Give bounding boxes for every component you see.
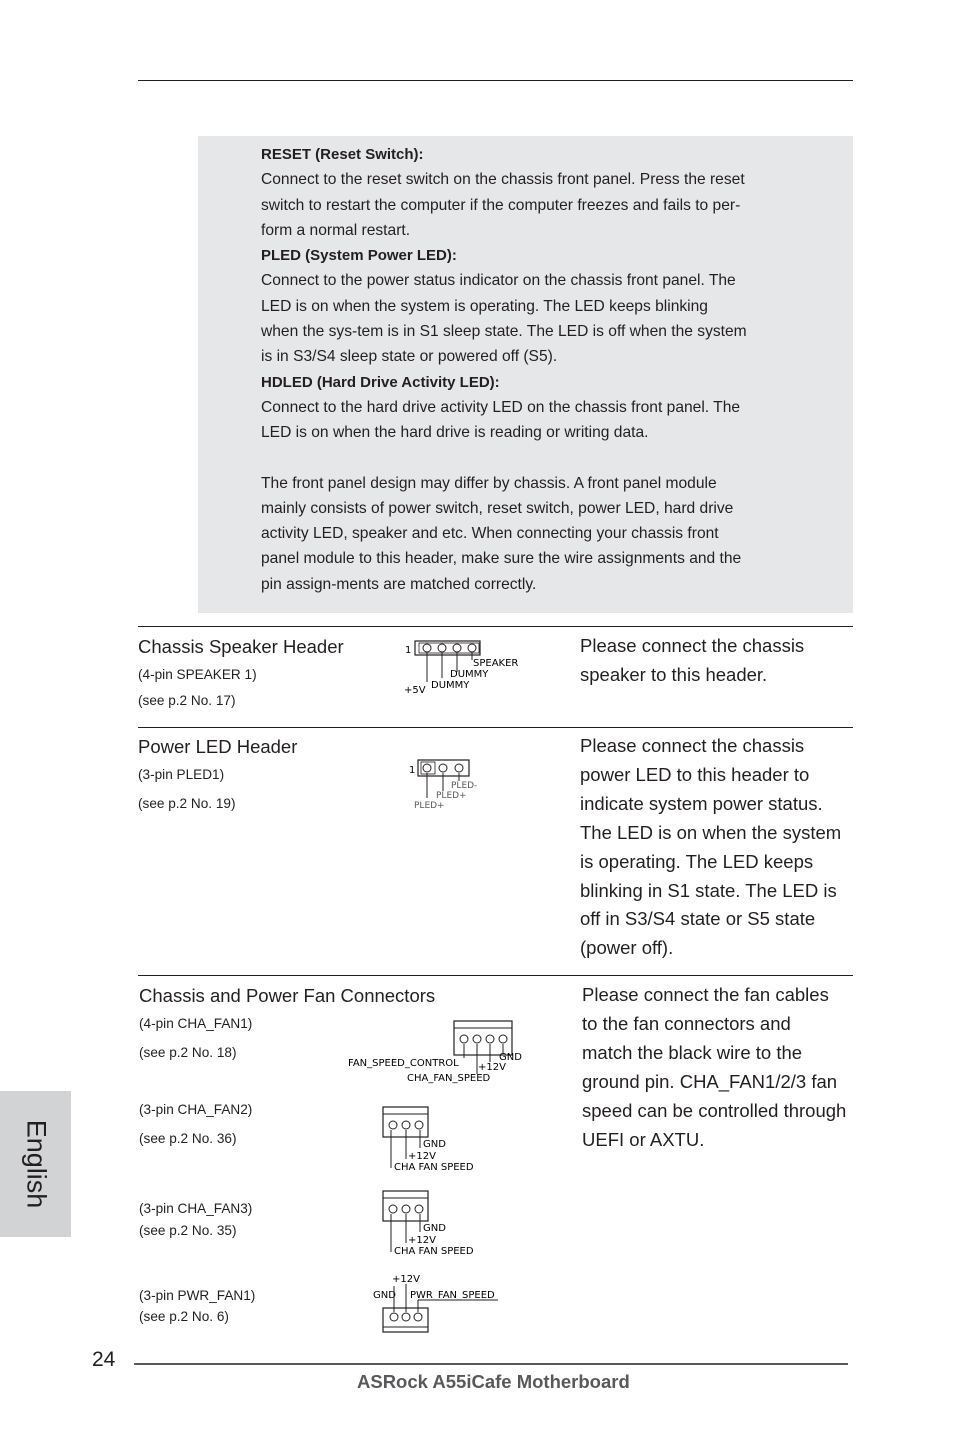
footer-rule [134, 1363, 848, 1365]
desc-line: to the fan connectors and [582, 1012, 791, 1034]
cha-fan1-ref: (see p.2 No. 18) [139, 1045, 237, 1060]
12v-label: +12V [408, 1151, 436, 1162]
desc-line: indicate system power status. [580, 792, 823, 814]
desc-line: ground pin. CHA_FAN1/2/3 fan [582, 1070, 838, 1092]
pled-pins: (3-pin PLED1) [138, 767, 225, 782]
desc-line: Please connect the chassis [580, 735, 805, 756]
speaker-pin-label: SPEAKER [473, 658, 519, 669]
pled-plus-label: PLED+ [414, 801, 445, 811]
cha-fan2-ref: (see p.2 No. 36) [139, 1131, 237, 1146]
hdled-title: HDLED (Hard Drive Activity LED): [261, 373, 500, 391]
cha-fan-speed-label: CHA FAN SPEED [394, 1246, 474, 1257]
12v-label: +12V [408, 1235, 436, 1246]
speaker-ref: (see p.2 No. 17) [138, 693, 236, 708]
cha-fan-speed-label: CHA_FAN_SPEED [407, 1073, 491, 1084]
section-rule [138, 975, 853, 976]
fans-desc [582, 981, 846, 1154]
speaker-header-diagram [395, 636, 535, 698]
section-rule [138, 727, 853, 728]
cha-fan3-pins: (3-pin CHA_FAN3) [139, 1201, 253, 1216]
speaker-desc [580, 632, 804, 690]
speaker-pins: (4-pin SPEAKER 1) [138, 667, 257, 682]
language-tab [0, 1091, 71, 1237]
language-tab-label: English [21, 1119, 51, 1209]
pwr-fan1-ref: (see p.2 No. 6) [139, 1309, 229, 1324]
pwr-fan1-pins: (3-pin PWR_FAN1) [139, 1288, 256, 1303]
desc-line: The LED is on when the system [580, 821, 842, 843]
cha-fan-speed-label: CHA FAN SPEED [394, 1162, 474, 1173]
front-line: activity LED, speaker and etc. When connecting your chassis front [261, 525, 719, 543]
hdled-line: LED is on when the hard drive is reading or writing data. [261, 424, 649, 442]
pled-line: Connect to the power status indicator on the chassis front panel. The [261, 272, 736, 290]
front-line: panel module to this header, make sure the wire assignments and the [261, 550, 742, 568]
hdled-line: Connect to the hard drive activity LED on the chassis front panel. The [261, 398, 741, 416]
desc-line: (power off). [580, 937, 674, 959]
desc-line: speaker to this header. [580, 663, 768, 685]
page-number: 24 [92, 1348, 116, 1371]
5v-pin-label: +5V [404, 685, 426, 696]
pled-title: PLED (System Power LED): [261, 247, 457, 265]
pin1-label: 1 [405, 645, 412, 656]
cha-fan2-pins: (3-pin CHA_FAN2) [139, 1102, 253, 1117]
pled-line: when the sys-tem is in S1 sleep state. The LED is off when the system [261, 323, 747, 341]
desc-line: match the black wire to the [582, 1041, 803, 1063]
desc-line: power LED to this header to [580, 763, 810, 785]
12v-label: +12V [392, 1274, 420, 1285]
front-line: mainly consists of power switch, reset switch, power LED, hard drive [261, 499, 734, 517]
pwr-fan1-diagram [370, 1270, 510, 1336]
desc-line: speed can be controlled through [582, 1099, 847, 1121]
desc-line: blinking in S1 state. The LED is [580, 879, 837, 901]
desc-line: Please connect the chassis [580, 635, 805, 656]
pin1-label: 1 [409, 765, 416, 776]
cha-fan2-diagram [380, 1104, 490, 1176]
reset-line: form a normal restart. [261, 221, 411, 239]
pled-minus-label: PLED- [451, 781, 478, 791]
desc-line: off in S3/S4 state or S5 state [580, 908, 816, 930]
pled-header-diagram [405, 756, 505, 812]
pled-line: LED is on when the system is operating. The LED keeps blinking [261, 297, 708, 315]
gnd-label: GND [423, 1223, 446, 1234]
reset-line: switch to restart the computer if the computer freezes and fails to per- [261, 196, 741, 214]
12v-label: +12V [478, 1062, 506, 1073]
pled-title: Power LED Header [138, 736, 298, 757]
footer-title: ASRock A55iCafe Motherboard [357, 1371, 630, 1392]
dummy-pin-label: DUMMY [450, 669, 489, 680]
gnd-label: GND [373, 1290, 396, 1301]
pled-line: is in S3/S4 sleep state or powered off (S5). [261, 348, 558, 366]
gnd-label: GND [499, 1052, 522, 1063]
cha-fan3-diagram [380, 1188, 490, 1260]
pled-ref: (see p.2 No. 19) [138, 796, 236, 811]
cha-fan3-ref: (see p.2 No. 35) [139, 1223, 237, 1238]
desc-line: UEFI or AXTU. [582, 1128, 705, 1150]
desc-line: Please connect the fan cables [582, 984, 829, 1005]
reset-title: RESET (Reset Switch): [261, 146, 424, 163]
fans-title: Chassis and Power Fan Connectors [139, 985, 436, 1006]
front-line: The front panel design may differ by chassis. A front panel module [261, 474, 717, 492]
top-rule [138, 80, 853, 81]
desc-line: is operating. The LED keeps [580, 850, 814, 872]
pled-plus-label: PLED+ [436, 791, 467, 801]
reset-line: Connect to the reset switch on the chassis front panel. Press the reset [261, 171, 745, 189]
pled-desc [580, 732, 841, 963]
cha-fan1-diagram [346, 1018, 536, 1088]
dummy-pin-label: DUMMY [431, 680, 470, 691]
front-line: pin assign-ments are matched correctly. [261, 575, 537, 593]
gnd-label: GND [423, 1139, 446, 1150]
speaker-title: Chassis Speaker Header [138, 636, 344, 657]
section-rule [138, 626, 853, 627]
cha-fan1-pins: (4-pin CHA_FAN1) [139, 1016, 253, 1031]
fan-speed-control-label: FAN_SPEED_CONTROL [348, 1058, 459, 1069]
note-text [261, 142, 785, 597]
pwr-fan-speed-label: PWR_FAN_SPEED [410, 1290, 495, 1301]
